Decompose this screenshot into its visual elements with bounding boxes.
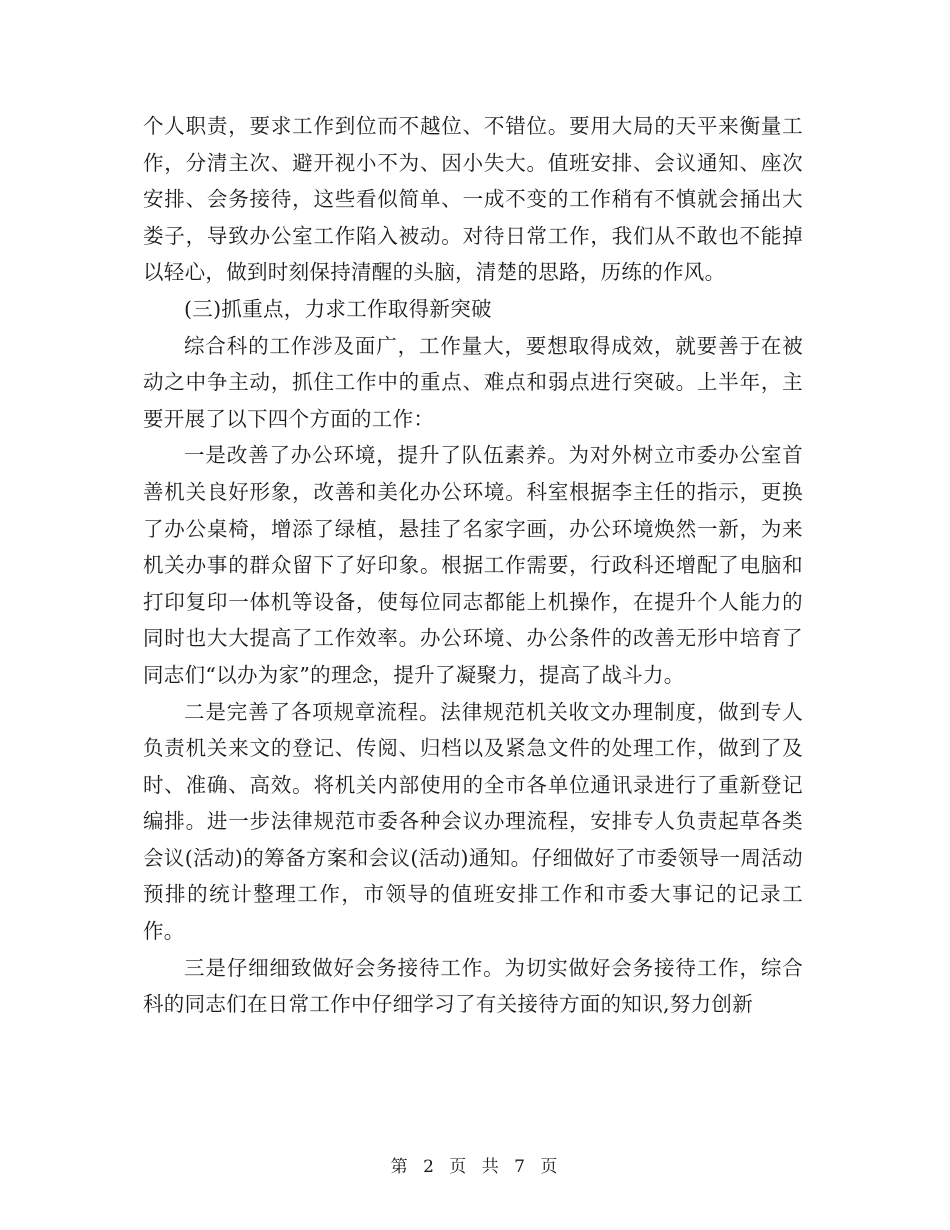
footer-label-unit: 页 bbox=[449, 1157, 469, 1177]
page-footer bbox=[0, 1152, 950, 1177]
paragraph-2: 综合科的工作涉及面广，工作量大，要想取得成效，就要善于在被动之中争主动，抓住工作中的重点、难点和弱点进行突破。上半年，主要开展了以下四个方面的工作： bbox=[143, 333, 803, 431]
paragraph-3: 一是改善了办公环境，提升了队伍素养。为对外树立市委办公室首善机关良好形象，改善和美化办公环境。科室根据李主任的指示，更换了办公桌椅，增添了绿植，悬挂了名家字画，办公环境焕然一新，为来机关办事的群众留下了好印象。根据工作需要，行政科还增配了电脑和打印复印一体机等设备，使每位同志都能上机操作，在提升个人能力的同时也大大提高了工作效率。办公环境、办公条件的改善无形中培育了同志们“以办为家”的理念，提升了凝聚力，提高了战斗力。 bbox=[143, 443, 803, 687]
paragraph-1: 个人职责，要求工作到位而不越位、不错位。要用大局的天平来衡量工作，分清主次、避开视小不为、因小失大。值班安排、会议通知、座次安排、会务接待，这些看似简单、一成不变的工作稍有不慎就会捅出大娄子，导致办公室工作陷入被动。对待日常工作，我们从不敢也不能掉以轻心，做到时刻保持清醒的头脑，清楚的思路，历练的作风。 bbox=[143, 114, 803, 285]
paragraph-5: 三是仔细细致做好会务接待工作。为切实做好会务接待工作，综合科的同志们在日常工作中仔细学习了有关接待方面的知识,努力创新 bbox=[143, 955, 803, 1017]
document-body bbox=[143, 108, 803, 1023]
footer-label-unit-2: 页 bbox=[540, 1157, 560, 1177]
footer-label-total: 共 bbox=[481, 1157, 501, 1177]
footer-label-page: 第 bbox=[390, 1157, 410, 1177]
section-heading: (三)抓重点，力求工作取得新突破 bbox=[184, 296, 492, 321]
footer-current-page: 2 bbox=[423, 1157, 436, 1177]
footer-total-pages: 7 bbox=[514, 1157, 527, 1177]
paragraph-4: 二是完善了各项规章流程。法律规范机关收文办理制度，做到专人负责机关来文的登记、传阅、归档以及紧急文件的处理工作，做到了及时、准确、高效。将机关内部使用的全市各单位通讯录进行了重新登记编排。进一步法律规范市委各种会议办理流程，安排专人负责起草各类会议(活动)的筹备方案和会议(活动)通知。仔细做好了市委领导一周活动预排的统计整理工作，市领导的值班安排工作和市委大事记的记录工作。 bbox=[143, 699, 803, 944]
